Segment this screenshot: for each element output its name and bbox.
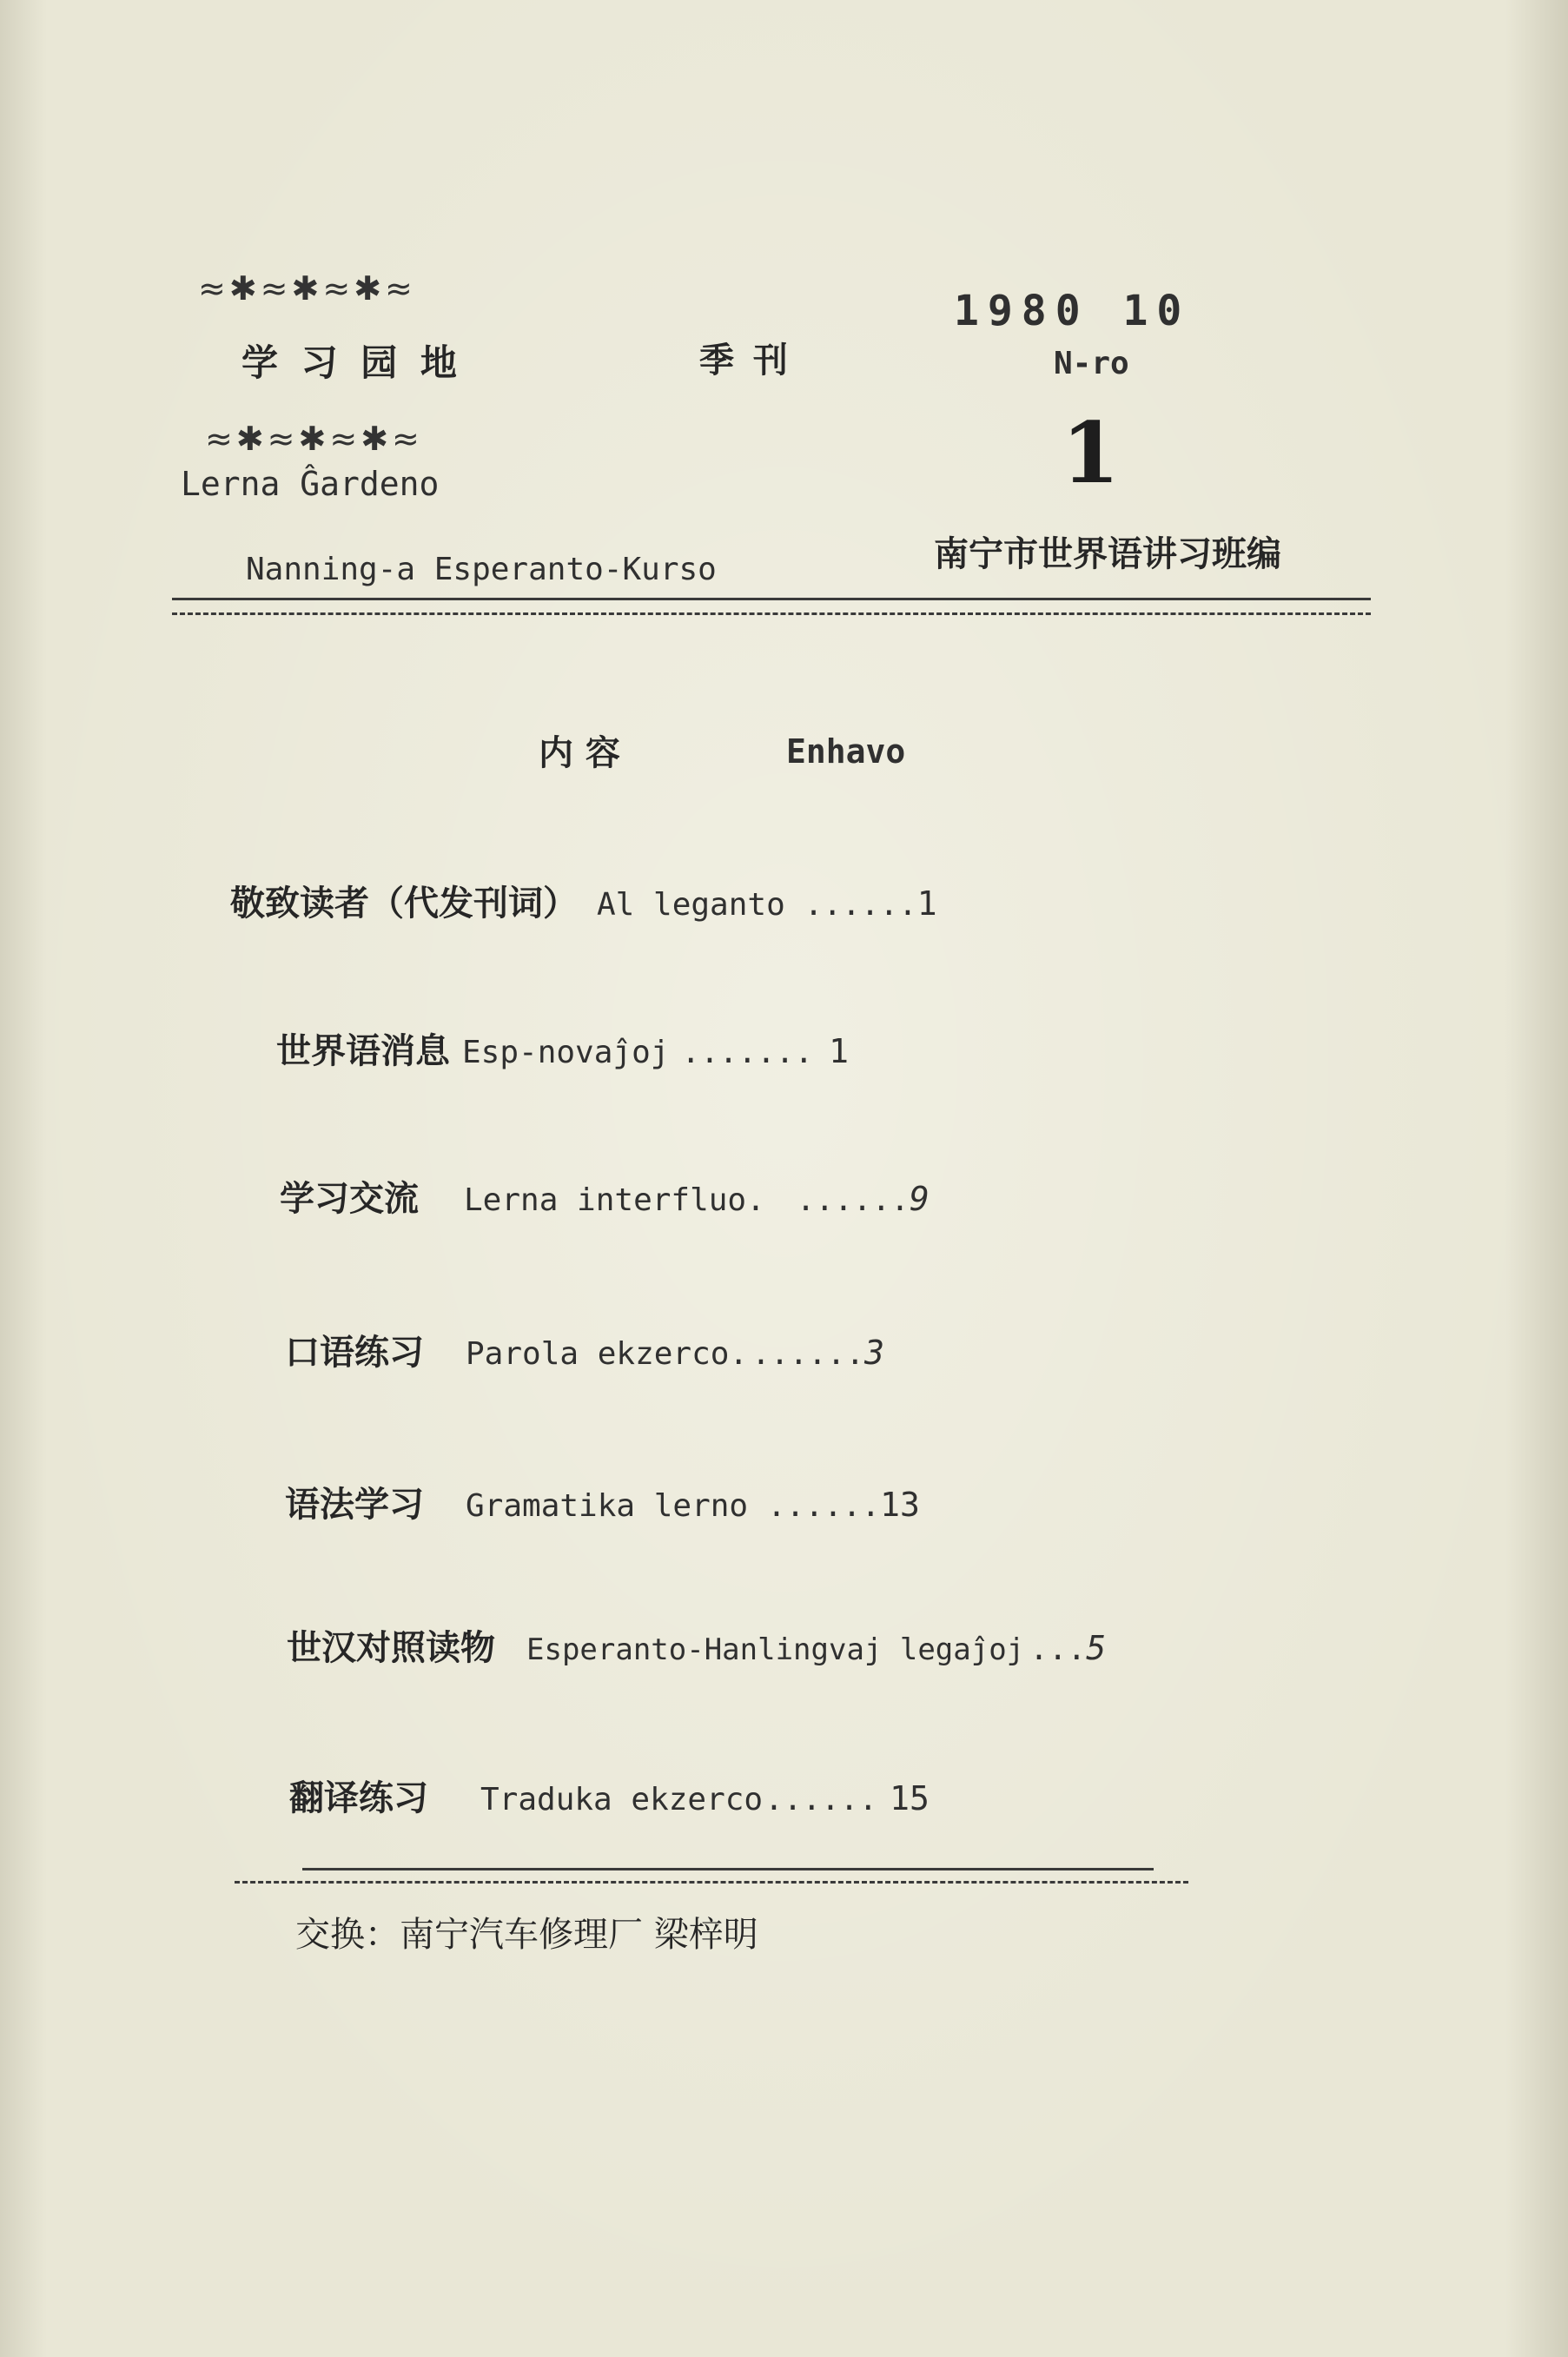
exchange-credit: 交换：南宁汽车修理厂 梁梓明 <box>295 1915 758 1955</box>
toc-item-esperanto-title: Parola ekzerco. <box>466 1336 749 1372</box>
toc-item <box>230 876 937 925</box>
toc-item <box>276 1023 849 1073</box>
toc-leader-dots: ...... <box>764 1782 878 1817</box>
toc-item-esperanto-title: Esperanto-Hanlingvaj legaĵoj <box>526 1632 1025 1667</box>
toc-item-esperanto-title: Esp-novaĵoj <box>462 1035 670 1070</box>
toc-page-number: 15 <box>890 1779 930 1817</box>
toc-leader-dots: ....... <box>681 1035 814 1070</box>
toc-item <box>280 1171 930 1221</box>
toc-item-esperanto-title: Al leganto <box>597 887 785 923</box>
contents-heading-esperanto: Enhavo <box>786 732 906 771</box>
issue-number-label: N-ro <box>1054 346 1129 381</box>
header-rule-lower <box>172 612 1371 615</box>
toc-page-number: 1 <box>916 884 937 923</box>
toc-leader-dots: ...... <box>796 1182 910 1218</box>
toc-item-esperanto-title: Lerna interfluo. <box>464 1182 765 1218</box>
editor-credit: 南宁市世界语讲习班编 <box>934 534 1281 574</box>
toc-item <box>289 1771 930 1820</box>
toc-page-number: 5 <box>1086 1629 1107 1667</box>
issue-number: 1 <box>1062 404 1120 502</box>
toc-item-chinese-title: 语法学习 <box>285 1485 424 1525</box>
toc-item-chinese-title: 世界语消息 <box>276 1031 450 1071</box>
toc-item-chinese-title: 世汉对照读物 <box>287 1628 495 1668</box>
toc-leader-dots: ...... <box>767 1488 881 1524</box>
magazine-title-esperanto: Lerna Ĝardeno <box>181 465 440 503</box>
course-name: Nanning-a Esperanto-Kurso <box>246 552 717 587</box>
toc-item-esperanto-title: Gramatika lerno <box>466 1488 749 1524</box>
toc-item-chinese-title: 敬致读者（代发刊词） <box>230 884 578 924</box>
toc-item-esperanto-title: Traduka ekzerco <box>480 1782 764 1817</box>
footer-rule-lower <box>235 1881 1188 1884</box>
magazine-title-chinese: 学 习 园 地 <box>241 341 462 384</box>
toc-page-number: 9 <box>909 1180 930 1218</box>
toc-item-chinese-title: 学习交流 <box>280 1179 419 1219</box>
decorative-border-bottom: ≈✱≈✱≈✱≈ <box>205 420 423 458</box>
toc-item <box>285 1477 920 1526</box>
header-rule-upper <box>172 598 1371 600</box>
footer-rule-upper <box>302 1868 1154 1870</box>
toc-leader-dots: ... <box>1029 1632 1087 1667</box>
toc-page-number: 1 <box>829 1032 850 1070</box>
toc-page-number: 3 <box>864 1334 885 1372</box>
toc-item-chinese-title: 翻译练习 <box>289 1778 428 1818</box>
toc-item-chinese-title: 口语练习 <box>285 1333 424 1373</box>
issue-date: 1980 10 <box>954 287 1191 335</box>
quarterly-label: 季 刊 <box>699 341 791 381</box>
decorative-border-top: ≈✱≈✱≈✱≈ <box>198 269 416 308</box>
contents-heading-chinese: 内 容 <box>539 733 620 773</box>
toc-leader-dots: ...... <box>804 887 917 923</box>
toc-leader-dots: ...... <box>751 1336 865 1372</box>
toc-item <box>287 1620 1106 1670</box>
toc-page-number: 13 <box>880 1486 920 1524</box>
toc-item <box>285 1325 884 1374</box>
